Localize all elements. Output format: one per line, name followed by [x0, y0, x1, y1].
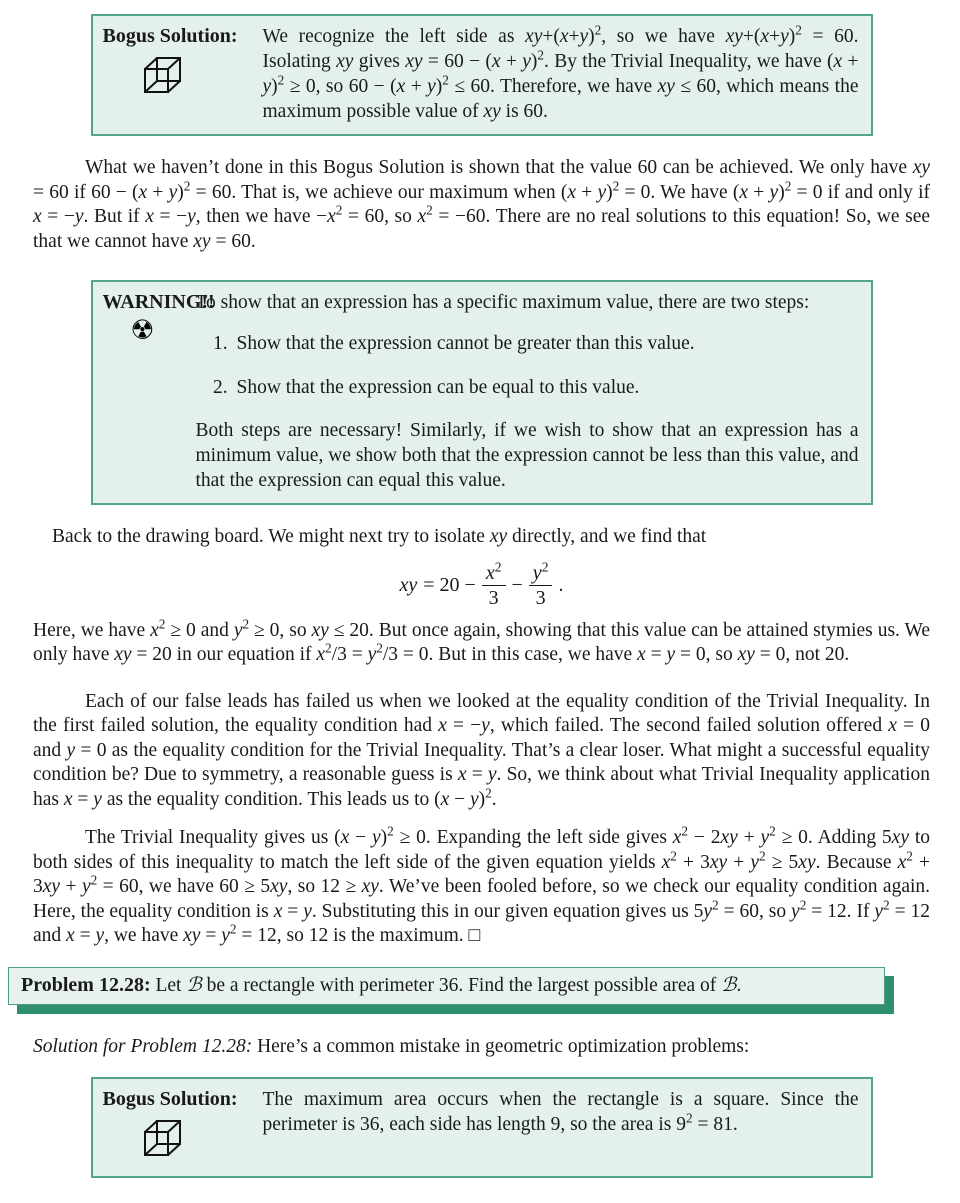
warning-step-1: 1. Show that the expression cannot be greater than this value.	[233, 331, 859, 356]
solution-label: Solution for Problem 12.28:	[33, 1035, 253, 1057]
problem-label: Problem 12.28:	[21, 973, 151, 996]
equation-lhs: xy	[399, 573, 418, 596]
bogus-solution-box-1	[91, 14, 873, 136]
warning-box	[91, 280, 873, 505]
bogus-solution-2-body: The maximum area occurs when the rectangle is a square. Since the perimeter is 36, each side has length 9, so the area is $9^2 = 81$.	[262, 1089, 859, 1135]
equation-fraction-2-denominator: 3	[535, 586, 546, 609]
warning-label-column	[102, 290, 215, 493]
cube-wireframe-icon	[103, 54, 223, 103]
bogus-solution-2-label: Bogus Solution:	[102, 1088, 238, 1110]
bogus-solution-body: We recognize the left side as $xy+(x+y)^2$, so we have $xy+(x+y)^2 = 60$. Isolating xy gives xy = $60 - (x + y)^2$. By the Trivial Inequality, we have $(x + y)^2 \ge 0$, so $60 - (x + y)^2 \le 60$. Therefore, we have xy ≤ 60, which means the maximum possible value of xy is 60.	[262, 22, 859, 122]
paragraph-what-we-havent-done: What we haven’t done in this Bogus Solution is shown that the value 60 can be achieved. We only have xy = 60 if $60 - (x + y)^2 = 60$. That is, we achieve our maximum when $(x + y)^2 = 0$. We have $(x + y)^2 = 0$ if and only if x = −y. But if x = −y, then we have $-x^2 = 60$, so $x^2 = -60$. There are no real solutions to this equation! So, we see that we cannot have xy = 60.	[33, 157, 931, 252]
equation-fraction-2-numerator: $y^2$	[529, 562, 553, 586]
solution-text: Here’s a common mistake in geometric optimization problems:	[257, 1035, 750, 1057]
cube-wireframe-icon-svg	[141, 1117, 185, 1159]
cube-wireframe-icon	[103, 1117, 223, 1166]
bogus-solution-2-label-column	[103, 1087, 263, 1166]
warning-outro: Both steps are necessary! Similarly, if we wish to show that an expression has a minimum value, we show both that the expression cannot be less than this value, and that the expression can equal this value.	[195, 420, 859, 491]
paragraph-each-false-lead: Each of our false leads has failed us when we looked at the equality condition of the Trivial Inequality. In the first failed solution, the equality condition had x = −y, which failed. The second failed solution offered x = 0 and y = 0 as the equality condition for the Trivial Inequality. That’s a clear loser. What might a successful equality condition be? Due to symmetry, a reasonable guess is x = y. So, we think about what Trivial Inequality application has x = y as the equality condition. This leads us to $(x - y)^2$.	[33, 690, 931, 810]
warning-label: WARNING!!	[102, 291, 215, 313]
radiation-icon-glyph: ☢	[130, 315, 155, 346]
problem-box	[8, 967, 885, 1005]
equation-fraction-1-denominator: 3	[488, 586, 499, 609]
solution-line	[33, 1035, 930, 1060]
equation-period: .	[558, 573, 564, 596]
cube-wireframe-icon-svg	[141, 54, 185, 96]
problem-text: Let ℬ be a rectangle with perimeter 36. Find the largest possible area of ℬ.	[155, 974, 742, 996]
equation-fraction-1-numerator: $x^2$	[482, 562, 506, 586]
radiation-icon	[103, 316, 183, 346]
equation-fraction-1	[482, 558, 506, 609]
equation-mid: = 20 −	[423, 573, 476, 596]
bogus-solution-label-column	[103, 24, 263, 124]
bogus-solution-box-2	[91, 1077, 873, 1178]
equation-fraction-2	[529, 558, 553, 609]
paragraph-trivial-inequality: The Trivial Inequality gives us $(x - y)^2 \ge 0$. Expanding the left side gives $x^2 - 2xy + y^2 \ge 0$. Adding 5xy to both sides of this inequality to match the left side of the given equation yields $x^2 + 3xy + y^2 \ge 5xy$. Because $x^2 + 3xy + y^2 = 60$, we have 60 ≥ 5xy, so 12 ≥ xy. We’ve been fooled before, so we check our equality condition again. Here, the equality condition is x = y. Substituting this in our given equation gives us $5y^2 = 60$, so $y^2 = 12$. If $y^2 = 12$ and x = y, we have xy = $y^2 = 12$, so 12 is the maximum. □	[33, 823, 931, 946]
warning-intro: To show that an expression has a specific maximum value, there are two steps:	[195, 292, 810, 313]
warning-body	[196, 290, 859, 493]
paragraph-back-to-drawing-board: Back to the drawing board. We might next try to isolate xy directly, and we find that	[52, 526, 707, 547]
bogus-solution-label: Bogus Solution:	[102, 25, 238, 47]
warning-step-2: 2. Show that the expression can be equal to this value.	[233, 375, 859, 400]
warning-steps-list	[196, 331, 859, 400]
paragraph-here-we-have: Here, we have $x^2 \ge 0$ and $y^2 \ge 0$, so xy ≤ 20. But once again, showing that this value can be attained stymies us. We only have xy = 20 in our equation if $x^2/3 = y^2/3 = 0$. But in this case, we have x = y = 0, so xy = 0, not 20.	[33, 616, 931, 665]
display-equation	[33, 558, 930, 609]
equation-minus: −	[511, 573, 523, 596]
